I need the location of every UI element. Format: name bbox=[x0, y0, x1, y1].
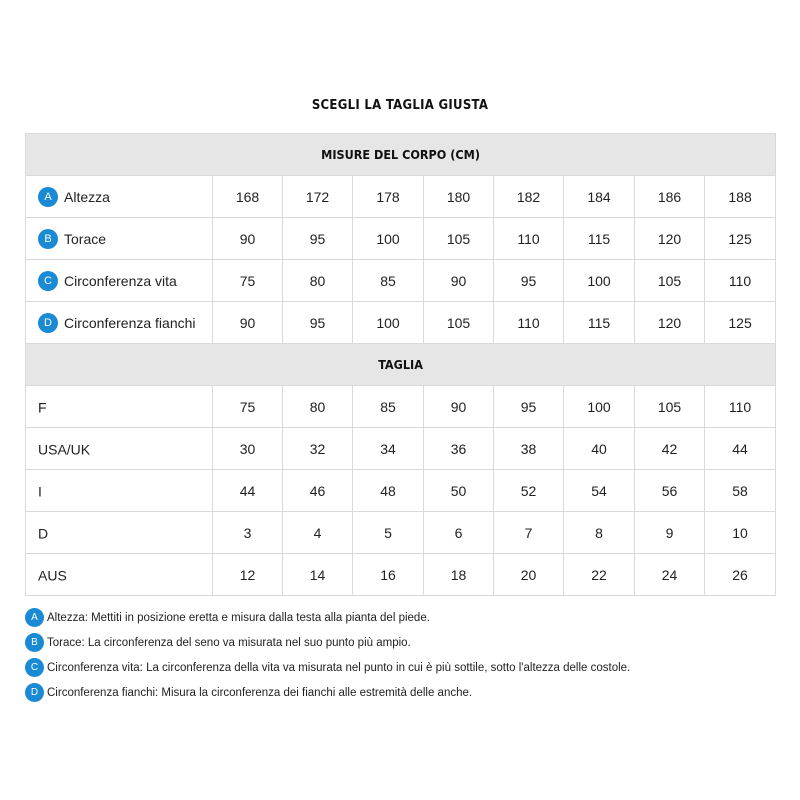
table-cell: 105 bbox=[635, 260, 705, 302]
table-cell: 4 bbox=[283, 512, 353, 554]
table-row bbox=[26, 302, 776, 344]
table-cell: 90 bbox=[424, 386, 494, 428]
table-cell: 10 bbox=[705, 512, 776, 554]
table-row bbox=[26, 218, 776, 260]
table-row bbox=[26, 386, 776, 428]
table-cell: 8 bbox=[564, 512, 635, 554]
table-cell: 34 bbox=[353, 428, 424, 470]
table-cell: 80 bbox=[283, 386, 353, 428]
table-cell: 48 bbox=[353, 470, 424, 512]
table-cell: 42 bbox=[635, 428, 705, 470]
measurement-notes bbox=[25, 605, 785, 705]
table-cell: 58 bbox=[705, 470, 776, 512]
table-cell: 110 bbox=[705, 386, 776, 428]
table-cell: 105 bbox=[424, 218, 494, 260]
row-label-cell bbox=[26, 554, 213, 596]
table-cell: 56 bbox=[635, 470, 705, 512]
note-text: Altezza: Mettiti in posizione eretta e misura dalla testa alla pianta del piede. bbox=[47, 611, 430, 624]
row-label: F bbox=[38, 399, 47, 416]
note-text: Circonferenza vita: La circonferenza della vita va misurata nel punto in cui è più sottile, sotto l'altezza delle costole. bbox=[47, 661, 631, 674]
badge-icon: B bbox=[38, 229, 58, 249]
row-label-cell bbox=[26, 302, 213, 344]
table-cell: 54 bbox=[564, 470, 635, 512]
table-cell: 50 bbox=[424, 470, 494, 512]
table-cell: 172 bbox=[283, 176, 353, 218]
table-cell: 40 bbox=[564, 428, 635, 470]
table-cell: 110 bbox=[494, 218, 564, 260]
table-cell: 95 bbox=[494, 386, 564, 428]
table-cell: 95 bbox=[283, 302, 353, 344]
badge-icon: C bbox=[38, 271, 58, 291]
row-label-cell bbox=[26, 176, 213, 218]
table-cell: 105 bbox=[635, 386, 705, 428]
table-cell: 100 bbox=[564, 386, 635, 428]
table-cell: 95 bbox=[494, 260, 564, 302]
row-label-cell bbox=[26, 386, 213, 428]
table-cell: 105 bbox=[424, 302, 494, 344]
size-header bbox=[26, 344, 776, 386]
table-cell: 22 bbox=[564, 554, 635, 596]
table-cell: 90 bbox=[213, 218, 283, 260]
table-cell: 16 bbox=[353, 554, 424, 596]
table-cell: 186 bbox=[635, 176, 705, 218]
row-label: USA/UK bbox=[38, 441, 91, 458]
table-cell: 20 bbox=[494, 554, 564, 596]
row-label: Circonferenza fianchi bbox=[64, 314, 196, 331]
row-label-cell bbox=[26, 512, 213, 554]
section-header: MISURE DEL CORPO (CM) bbox=[26, 134, 776, 176]
table-cell: 18 bbox=[424, 554, 494, 596]
row-label: AUS bbox=[38, 567, 67, 584]
table-cell: 7 bbox=[494, 512, 564, 554]
table-cell: 26 bbox=[705, 554, 776, 596]
table-cell: 188 bbox=[705, 176, 776, 218]
size-chart-table bbox=[25, 133, 776, 596]
table-cell: 12 bbox=[213, 554, 283, 596]
table-cell: 14 bbox=[283, 554, 353, 596]
table-row bbox=[26, 512, 776, 554]
table-cell: 75 bbox=[213, 260, 283, 302]
note-item bbox=[25, 605, 785, 630]
table-cell: 90 bbox=[424, 260, 494, 302]
table-cell: 85 bbox=[353, 386, 424, 428]
table-cell: 110 bbox=[494, 302, 564, 344]
row-label-cell bbox=[26, 470, 213, 512]
row-label: Torace bbox=[64, 230, 107, 247]
section-header: TAGLIA bbox=[26, 344, 776, 386]
table-cell: 182 bbox=[494, 176, 564, 218]
table-cell: 6 bbox=[424, 512, 494, 554]
row-label: Circonferenza vita bbox=[64, 272, 177, 289]
table-cell: 180 bbox=[424, 176, 494, 218]
table-cell: 184 bbox=[564, 176, 635, 218]
table-row bbox=[26, 554, 776, 596]
table-cell: 110 bbox=[705, 260, 776, 302]
body-measures-header bbox=[26, 134, 776, 176]
badge-icon: D bbox=[25, 683, 44, 702]
table-row bbox=[26, 428, 776, 470]
table-row bbox=[26, 260, 776, 302]
row-label: Altezza bbox=[64, 188, 110, 205]
table-cell: 44 bbox=[705, 428, 776, 470]
table-cell: 100 bbox=[564, 260, 635, 302]
table-cell: 32 bbox=[283, 428, 353, 470]
table-cell: 100 bbox=[353, 218, 424, 260]
table-cell: 30 bbox=[213, 428, 283, 470]
table-cell: 100 bbox=[353, 302, 424, 344]
table-cell: 115 bbox=[564, 302, 635, 344]
note-item bbox=[25, 630, 785, 655]
note-text: Torace: La circonferenza del seno va misurata nel suo punto più ampio. bbox=[47, 636, 411, 649]
table-cell: 46 bbox=[283, 470, 353, 512]
table-cell: 95 bbox=[283, 218, 353, 260]
table-cell: 120 bbox=[635, 218, 705, 260]
row-label: D bbox=[38, 525, 49, 542]
note-item bbox=[25, 655, 785, 680]
badge-icon: C bbox=[25, 658, 44, 677]
note-item bbox=[25, 680, 785, 705]
table-cell: 52 bbox=[494, 470, 564, 512]
table-cell: 9 bbox=[635, 512, 705, 554]
table-cell: 3 bbox=[213, 512, 283, 554]
table-row bbox=[26, 470, 776, 512]
badge-icon: D bbox=[38, 313, 58, 333]
table-cell: 120 bbox=[635, 302, 705, 344]
table-cell: 168 bbox=[213, 176, 283, 218]
table-cell: 178 bbox=[353, 176, 424, 218]
table-cell: 125 bbox=[705, 302, 776, 344]
table-cell: 90 bbox=[213, 302, 283, 344]
table-cell: 24 bbox=[635, 554, 705, 596]
row-label-cell bbox=[26, 218, 213, 260]
badge-icon: B bbox=[25, 633, 44, 652]
row-label-cell bbox=[26, 260, 213, 302]
table-cell: 5 bbox=[353, 512, 424, 554]
table-row bbox=[26, 176, 776, 218]
page-title: SCEGLI LA TAGLIA GIUSTA bbox=[311, 98, 489, 113]
table-cell: 115 bbox=[564, 218, 635, 260]
table-cell: 75 bbox=[213, 386, 283, 428]
badge-icon: A bbox=[38, 187, 58, 207]
table-cell: 38 bbox=[494, 428, 564, 470]
row-label-cell bbox=[26, 428, 213, 470]
table-cell: 36 bbox=[424, 428, 494, 470]
table-cell: 125 bbox=[705, 218, 776, 260]
row-label: I bbox=[38, 483, 42, 500]
note-text: Circonferenza fianchi: Misura la circonferenza dei fianchi alle estremità delle anche. bbox=[47, 686, 473, 699]
table-cell: 44 bbox=[213, 470, 283, 512]
badge-icon: A bbox=[25, 608, 44, 627]
table-cell: 80 bbox=[283, 260, 353, 302]
table-cell: 85 bbox=[353, 260, 424, 302]
